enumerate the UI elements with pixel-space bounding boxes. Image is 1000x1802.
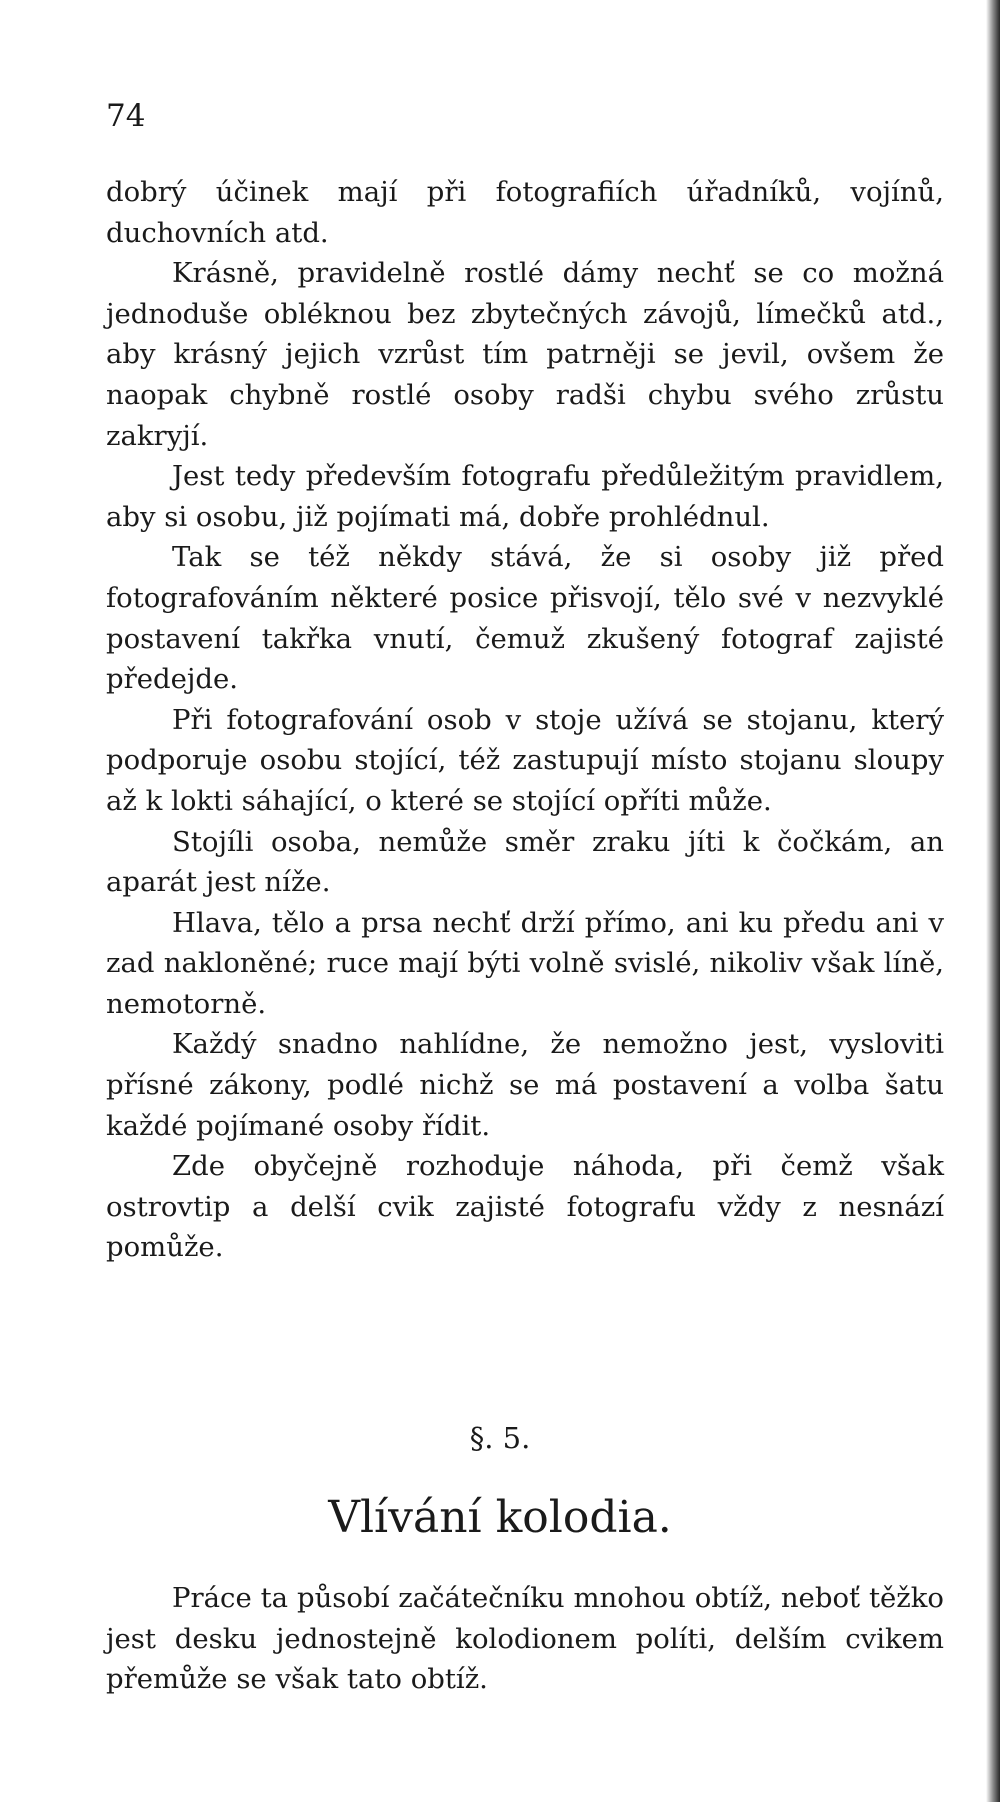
paragraph: Každý snadno nahlídne, že nemožno jest, vysloviti přísné zákony, podlé nichž se má postavení a volba šatu každé pojímané osoby řídit.: [106, 1028, 944, 1142]
paragraph: Hlava, tělo a prsa nechť drží přímo, ani ku předu ani v zad nakloněné; ruce mají býti volně svislé, nikoliv však líně, nemotorně.: [106, 906, 944, 1020]
paragraph: Tak se též někdy stává, že si osoby již před fotografováním některé posice přisvojí, tělo své v nezvyklé postavení takřka vnutí, čemuž zkušený fotograf zajisté předejde.: [106, 541, 944, 696]
paragraph: Jest tedy především fotografu předůležitým pravidlem, aby si osobu, již pojímati má, dobře prohlédnul.: [106, 460, 944, 533]
paragraph: Zde obyčejně rozhoduje náhoda, při čemž však ostrovtip a delší cvik zajisté fotografu vždy z nesnází pomůže.: [106, 1150, 944, 1264]
paragraph: Práce ta působí začátečníku mnohou obtíž, neboť těžko jest desku jednostejně kolodionem políti, delším cvikem přemůže se však tato obtíž.: [106, 1582, 944, 1696]
page-number: 74: [106, 98, 146, 134]
section-mark: §. 5.: [469, 1421, 531, 1455]
section-title: Vlívání kolodia.: [328, 1492, 672, 1543]
section-body-text: [106, 1578, 944, 1700]
body-text: [106, 172, 944, 1268]
paragraph: dobrý účinek mají při fotografiích úřadníků, vojínů, duchovních atd.: [106, 176, 944, 249]
paragraph: Při fotografování osob v stoje užívá se stojanu, který podporuje osobu stojící, též zastupují místo stojanu sloupy až k lokti sáhající, o které se stojící opříti může.: [106, 703, 944, 817]
paragraph: Stojíli osoba, nemůže směr zraku jíti k čočkám, an aparát jest níže.: [106, 825, 944, 899]
paragraph: Krásně, pravidelně rostlé dámy nechť se co možná jednoduše obléknou bez zbytečných závojů, límečků atd., aby krásný jejich vzrůst tím patrněji se jevil, ovšem že naopak chybně rostlé osoby radši chybu svého zrůstu zakryjí.: [106, 257, 944, 452]
